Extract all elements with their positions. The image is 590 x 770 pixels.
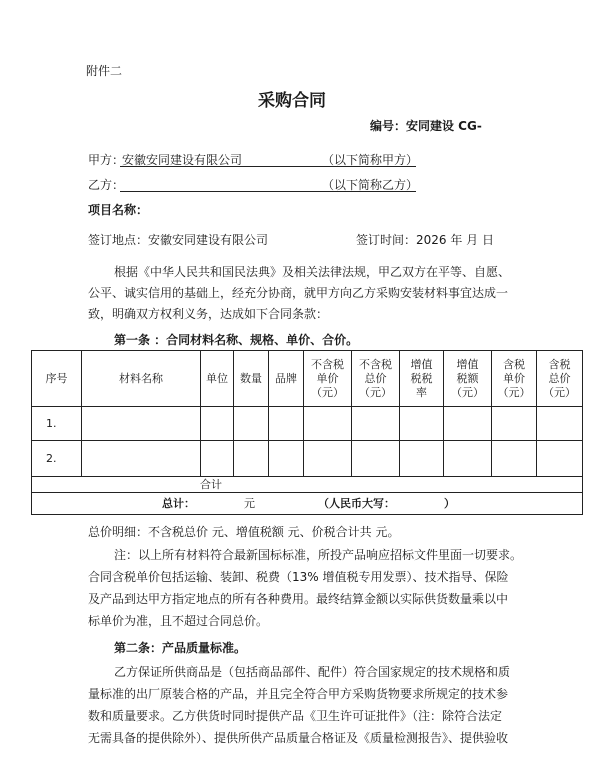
sign-place: 签订地点：安徽安同建设有限公司 — [88, 233, 269, 247]
article-1-heading: 第一条 ：合同材料名称、规格、单价、合价。 — [114, 333, 359, 347]
col-header-qty: 数量 — [234, 351, 269, 407]
total-cell — [32, 493, 583, 515]
col-header-vat-amount: 增值 税额 （元） — [444, 351, 492, 407]
intro-line-1: 根据《中华人民共和国民法典》及相关法律法规，甲乙双方在平等、自愿、 — [114, 265, 511, 279]
party-a-label: 甲方： — [88, 153, 125, 167]
col-header-unit: 单位 — [201, 351, 234, 407]
cell-vat-amount[interactable] — [444, 407, 492, 441]
cell-unit-price-excl[interactable] — [304, 441, 352, 477]
cell-material[interactable] — [82, 441, 201, 477]
row-number: 1. — [32, 407, 82, 441]
cell-brand[interactable] — [269, 407, 304, 441]
cell-total-excl[interactable] — [352, 407, 400, 441]
cell-unit-price-excl[interactable] — [304, 407, 352, 441]
cell-qty[interactable] — [234, 441, 269, 477]
party-b-note: （以下简称乙方） — [322, 178, 419, 192]
note-line-3: 及产品到达甲方指定地点的所有各种费用。最终结算金额以实际供货数量乘以中 — [88, 592, 509, 606]
quality-line-2: 量标准的出厂原装合格的产品，并且完全符合甲方采购货物要求所规定的技术参 — [88, 687, 509, 701]
table-header-row — [32, 351, 583, 407]
note-line-4: 标单价为准，且不超过合同总价。 — [88, 614, 269, 628]
party-a-note: （以下简称甲方） — [322, 153, 419, 167]
cell-total-excl[interactable] — [352, 441, 400, 477]
page-title: 采购合同 — [258, 91, 326, 111]
project-name-label: 项目名称： — [88, 203, 149, 217]
intro-line-3: 致，明确双方权利义务，达成如下合同条款： — [88, 307, 329, 321]
materials-table — [31, 350, 583, 515]
quality-line-3: 数和质量要求。乙方供货时同时提供产品《卫生许可证批件》（注：除符合法定 — [88, 709, 503, 723]
quality-line-1: 乙方保证所供商品是（包括商品部件、配件）符合国家规定的技术规格和质 — [114, 665, 511, 679]
contract-number: 编号：安同建设 CG- — [370, 119, 482, 133]
col-header-total-incl: 含税 总价 （元） — [537, 351, 583, 407]
total-label: 总计： — [162, 497, 195, 510]
col-header-vat-rate: 增值 税税 率 — [400, 351, 444, 407]
col-header-brand: 品牌 — [269, 351, 304, 407]
cell-material[interactable] — [82, 407, 201, 441]
cell-total-incl[interactable] — [537, 407, 583, 441]
attachment-label: 附件二 — [86, 64, 123, 78]
col-header-no: 序号 — [32, 351, 82, 407]
cell-vat-rate[interactable] — [400, 407, 444, 441]
col-header-total-excl: 不含税 总价 （元） — [352, 351, 400, 407]
quality-line-4: 无需具备的提供除外）、提供所供产品质量合格证及《质量检测报告》、提供验收 — [88, 731, 509, 745]
total-unit: 元 — [244, 497, 255, 510]
price-detail: 总价明细：不含税总价 元、增值税额 元、价税合计共 元。 — [88, 525, 400, 539]
note-line-1: 注：以上所有材料符合最新国标标准，所投产品响应招标文件里面一切要求。 — [114, 548, 523, 562]
col-header-unit-price-incl: 含税 单价 （元） — [492, 351, 537, 407]
subtotal-label: 合计 — [32, 477, 583, 493]
col-header-material: 材料名称 — [82, 351, 201, 407]
cell-brand[interactable] — [269, 441, 304, 477]
note-line-2: 合同含税单价包括运输、装卸、税费（13% 增值税专用发票）、技术指导、保险 — [88, 570, 509, 584]
table-row — [32, 441, 583, 477]
cell-unit[interactable] — [201, 407, 234, 441]
cell-total-incl[interactable] — [537, 441, 583, 477]
sign-time: 签订时间：2026 年 月 日 — [356, 233, 494, 247]
col-header-unit-price-excl: 不含税 单价 （元） — [304, 351, 352, 407]
total-rmb-label: （人民币大写： — [318, 497, 395, 510]
row-number: 2. — [32, 441, 82, 477]
cell-unit-price-incl[interactable] — [492, 407, 537, 441]
subtotal-row — [32, 477, 583, 493]
party-a-name: 安徽安同建设有限公司 — [122, 153, 243, 167]
cell-unit-price-incl[interactable] — [492, 441, 537, 477]
cell-unit[interactable] — [201, 441, 234, 477]
intro-line-2: 公平、诚实信用的基础上，经充分协商，就甲方向乙方采购安装材料事宜达成一 — [88, 286, 509, 300]
total-rmb-close: ） — [444, 497, 455, 510]
cell-qty[interactable] — [234, 407, 269, 441]
table-row — [32, 407, 583, 441]
article-2-heading: 第二条：产品质量标准。 — [114, 641, 247, 655]
party-b-label: 乙方： — [88, 178, 125, 192]
cell-vat-rate[interactable] — [400, 441, 444, 477]
total-row — [32, 493, 583, 515]
cell-vat-amount[interactable] — [444, 441, 492, 477]
